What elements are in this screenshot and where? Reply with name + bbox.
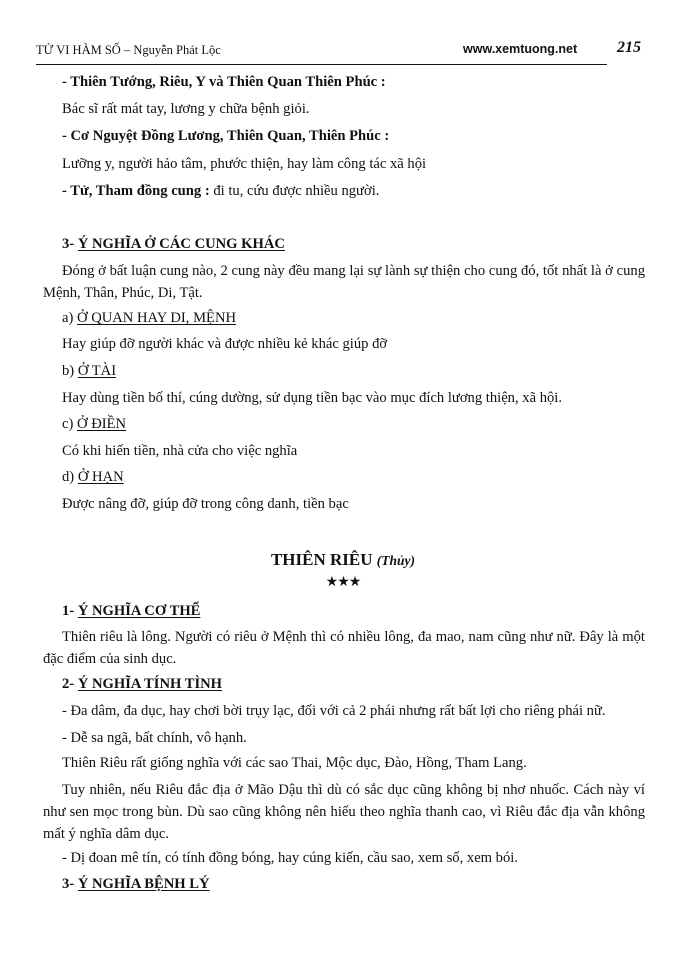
combo-heading: - Cơ Nguyệt Đồng Lương, Thiên Quan, Thiên Phúc : xyxy=(62,128,390,144)
section-heading xyxy=(62,602,200,620)
running-header-site: www.xemtuong.net xyxy=(463,42,578,56)
section-heading xyxy=(62,675,222,693)
star-name: THIÊN RIÊU xyxy=(270,550,373,569)
sub-label: a) xyxy=(62,310,77,326)
sub-title: Ở TÀI xyxy=(77,363,117,379)
section-title: Ý NGHĨA BỆNH LÝ xyxy=(77,876,210,892)
running-header-title: TỬ VI HÀM SỐ – Nguyễn Phát Lộc xyxy=(36,43,221,57)
combo-text: Bác sĩ rất mát tay, lương y chữa bệnh giỏi. xyxy=(62,101,310,117)
sub-text: Hay dùng tiền bố thí, cúng dường, sử dụng tiền bạc vào mục đích lương thiện, xã hội. xyxy=(62,390,562,406)
section-title: Ý NGHĨA Ở CÁC CUNG KHÁC xyxy=(77,236,285,252)
text-line: - Dễ sa ngã, bất chính, vô hạnh. xyxy=(62,730,247,746)
section-heading xyxy=(62,235,285,253)
subheading xyxy=(62,468,124,486)
section-number: 3- xyxy=(62,236,78,252)
star-element: (Thủy) xyxy=(376,553,416,568)
sub-title: Ở ĐIỀN xyxy=(77,416,127,432)
header-rule xyxy=(36,64,607,65)
star-title xyxy=(0,550,686,571)
combo-heading: - Thiên Tướng, Riêu, Y và Thiên Quan Thiên Phúc : xyxy=(62,74,386,90)
sub-title: Ở HẠN xyxy=(77,469,124,485)
star-ornament: ★★★ xyxy=(325,575,361,590)
combo-text: đi tu, cứu được nhiều người. xyxy=(209,183,380,199)
sub-text: Hay giúp đỡ người khác và được nhiều kẻ khác giúp đỡ xyxy=(62,336,388,352)
paragraph: Tuy nhiên, nếu Riêu đắc địa ở Mão Dậu thì dù có sắc dục cũng không bị nhơ nhuốc. Cách này ví như sen mọc trong bùn. Dù sao cũng không nên hiểu theo nghĩa thanh cao, vì Riêu đắc địa vẫn không mất ý nghĩa dâm dục. xyxy=(43,782,645,842)
section-number: 1- xyxy=(62,603,78,619)
paragraph: Đóng ở bất luận cung nào, 2 cung này đều mang lại sự lành sự thiện cho cung đó, tốt nhất là ở cung Mệnh, Thân, Phúc, Di, Tật. xyxy=(43,263,645,301)
text-line: - Đa dâm, đa dục, hay chơi bời trụy lạc, đối với cả 2 phái nhưng rất bất lợi cho riêng phái nữ. xyxy=(62,703,606,719)
section-number: 3- xyxy=(62,876,78,892)
combo-text: Lưỡng y, người hảo tâm, phước thiện, hay làm công tác xã hội xyxy=(62,156,427,172)
page-number: 215 xyxy=(617,39,641,56)
sub-label: b) xyxy=(62,363,78,379)
sub-title: Ở QUAN HAY DI, MỆNH xyxy=(77,310,237,326)
combo-heading: - Tử, Tham đồng cung : xyxy=(62,183,210,199)
sub-label: d) xyxy=(62,469,78,485)
subheading xyxy=(62,309,236,327)
subheading xyxy=(62,362,116,380)
section-heading xyxy=(62,875,210,893)
sub-text: Được nâng đỡ, giúp đỡ trong công danh, tiền bạc xyxy=(62,496,349,512)
section-title: Ý NGHĨA TÍNH TÌNH xyxy=(77,676,223,692)
section-title: Ý NGHĨA CƠ THỂ xyxy=(77,603,201,619)
subheading xyxy=(62,415,126,433)
paragraph: Thiên riêu là lông. Người có riêu ở Mệnh thì có nhiều lông, đa mao, nam cũng như nữ. Đây là một đặc điểm của sinh dục. xyxy=(43,629,645,667)
sub-label: c) xyxy=(62,416,77,432)
sub-text: Có khi hiến tiền, nhà cửa cho việc nghĩa xyxy=(62,443,298,459)
combo-line xyxy=(62,182,379,200)
section-number: 2- xyxy=(62,676,78,692)
text-line: - Dị đoan mê tín, có tính đồng bóng, hay cúng kiến, cầu sao, xem số, xem bói. xyxy=(62,850,518,866)
text-line: Thiên Riêu rất giống nghĩa với các sao Thai, Mộc dục, Đào, Hồng, Tham Lang. xyxy=(62,755,527,771)
